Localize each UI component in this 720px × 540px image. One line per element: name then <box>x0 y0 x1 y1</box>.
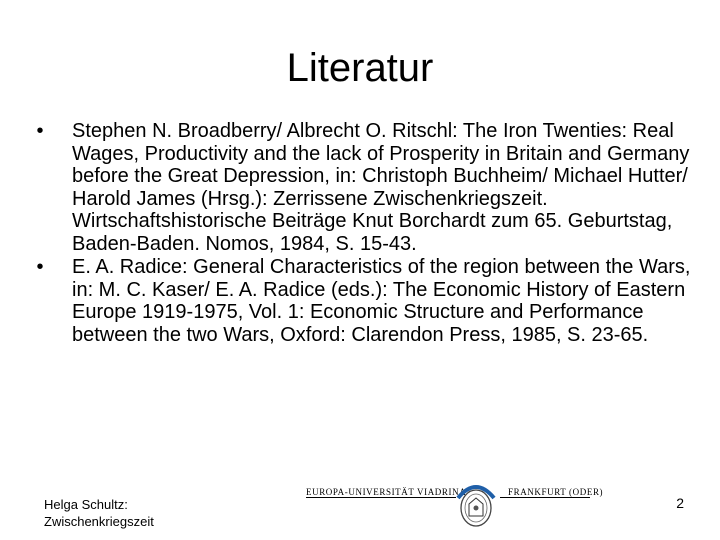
bullet-item <box>30 256 710 346</box>
bullet-symbol: • <box>36 120 44 142</box>
bullet-item <box>30 120 710 255</box>
slide-title: Literatur <box>286 46 434 90</box>
university-logo <box>306 478 604 528</box>
logo-divider-right <box>500 497 590 498</box>
page-number: 2 <box>676 495 684 511</box>
bullet-text: Stephen N. Broadberry/ Albrecht O. Ritschl: The Iron Twenties: Real Wages, Productivity and the lack of Prosperity in Britain and Germany before the Great Depression, in: Christoph Buchheim/ Michael Hutter/ Harold James (Hrsg.): Zerrissene Zwischenkriegszeit. Wirtschaftshistorische Beiträge Knut Borchardt zum 65. Geburtstag, Baden-Baden. Nomos, 1984, S. 15-43. <box>72 120 690 255</box>
footer-course-name: Zwischenkriegszeit <box>44 514 154 529</box>
bullet-list <box>30 120 710 347</box>
logo-divider-left <box>306 497 456 498</box>
footer-author-name: Helga Schultz: <box>44 497 128 512</box>
bullet-text: E. A. Radice: General Characteristics of the region between the Wars, in: M. C. Kaser/ E. A. Radice (eds.): The Economic History of Eastern Europe 1919-1975, Vol. 1: Economic Structure and Performance between the two Wars, Oxford: Clarendon Press, 1985, S. 23-65. <box>72 256 691 346</box>
logo-left-text: EUROPA-UNIVERSITÄT VIADRINA <box>306 487 467 497</box>
bullet-symbol: • <box>36 256 44 278</box>
logo-right-text: FRANKFURT (ODER) <box>508 487 604 497</box>
footer-author <box>44 496 154 530</box>
university-seal-icon <box>454 478 498 528</box>
